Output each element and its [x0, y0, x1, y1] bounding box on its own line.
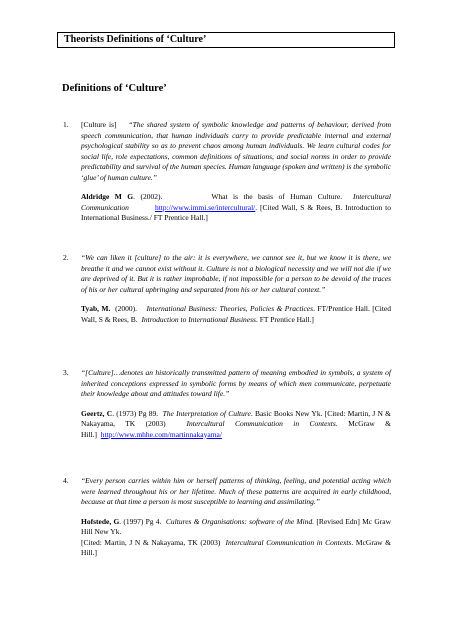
citation-author: Geertz, C: [81, 408, 113, 418]
citation-link[interactable]: http://www.mhhe.com/martinnakayama/: [100, 429, 222, 439]
citation-book: Intercultural Communication in Contexts: [186, 419, 336, 428]
definition-quote: [81, 368, 391, 400]
citation-rest-2: . McGraw & Hill.]: [81, 537, 391, 557]
citation-rest-2: . FT Prentice Hall.]: [255, 314, 314, 324]
citation: [81, 409, 391, 441]
citation-book: Intercultural Communication in Contexts: [225, 537, 352, 547]
citation-year: . (1997) Pg 4.: [119, 516, 162, 526]
quote-text: “We can liken it [culture] to the air: it is everywhere, we cannot see it, but we know it is there, we breathe it and we cannot exist without it. Culture is not a biological necessity and we will not die if we are deprived of it. But it is rather improbable, if not impossible for a person to be devoid of the traces of his or her cultural upbringing and separated from his or her cultural context.”: [81, 253, 391, 294]
citation-work: The Interpretation of Culture: [162, 408, 251, 418]
definition-entry-1: [63, 120, 391, 224]
citation-author: Hofstede, G: [81, 516, 120, 526]
citation-rest: . [Cited Wall, S & Rees, B. Introduction to International Business./ FT Prentice Hall.]: [81, 202, 391, 222]
document-title: Theorists Definitions of ‘Culture’: [64, 34, 207, 45]
citation-year: (2000).: [115, 304, 137, 313]
definition-quote: [81, 120, 391, 183]
citation-author: Aldridge M G: [81, 192, 134, 201]
citation-rest: . Basic Books New Yk. [Cited: Martin, J N & Nakayama, TK (2003): [81, 408, 391, 428]
citation: [81, 192, 391, 224]
definition-entry-4: [63, 476, 391, 559]
citation-work: What is the basis of Human Culture.: [211, 192, 343, 201]
definition-entry-2: [63, 253, 391, 325]
citation-work: Cultures & Organisations: software of the Mind.: [165, 516, 315, 526]
citation-author: Tyab, M.: [81, 304, 111, 313]
citation-year: . (2002).: [133, 192, 163, 201]
quote-text: “Every person carries within him or herself patterns of thinking, feeling, and potential acting which were learned throughout his or her lifetime. Much of these patterns are acquired in early childhood, because at that time a person is most susceptible to learning and assimilating.”: [81, 476, 391, 506]
entry-number: 2.: [63, 253, 69, 262]
quote-prefix: [Culture is]: [81, 120, 117, 129]
definition-quote: [81, 476, 391, 508]
quote-text: “[Culture]…denotes an historically transmitted pattern of meaning embodied in symbols, a system of inherited conceptions expressed in symbolic forms by means of which men communicate, perpetuate their knowledge about and attitudes toward life.”: [81, 368, 391, 398]
citation-work: International Business: Theories, Policies & Practices: [146, 304, 314, 313]
quote-text: “The shared system of symbolic knowledge and patterns of behaviour, derived from speech communication, that human individuals carry to provide predictable internal and external psychological stability so as to prevent chaos among human individuals. We learn cultural codes for social life, role expectations, common definitions of situations, and social norms in order to provide predictability and survival of the human species. Human language (spoken and written) is the symbolic ‘glue’ of human culture.”: [81, 120, 392, 182]
definition-entry-3: [63, 368, 391, 440]
citation-rest: . FT/Prentice Hall. [Cited Wall, S & Rees, B.: [81, 304, 391, 324]
entry-number: 3.: [63, 368, 69, 377]
citation: [81, 517, 391, 559]
citation-year: . (1973) Pg 89.: [112, 408, 159, 418]
document-title-box: [57, 32, 395, 48]
citation: [81, 304, 391, 325]
entry-number: 4.: [63, 476, 69, 485]
citation-rest-2: . McGraw & Hill.]: [81, 419, 391, 439]
entry-number: 1.: [63, 120, 69, 129]
definition-quote: [81, 253, 391, 295]
citation-journal: Intercultural Communication: [81, 192, 392, 212]
section-heading: Definitions of ‘Culture’: [62, 83, 167, 94]
citation-rest: [Revised Edn] Mc Graw Hill New Yk.: [81, 516, 391, 536]
citation-link[interactable]: http://www.immi.se/intercultural/: [154, 202, 256, 212]
citation-rest-line-2: [Cited: Martin, J N & Nakayama, TK (2003): [81, 537, 221, 547]
citation-book: Introduction to International Business: [141, 314, 256, 324]
